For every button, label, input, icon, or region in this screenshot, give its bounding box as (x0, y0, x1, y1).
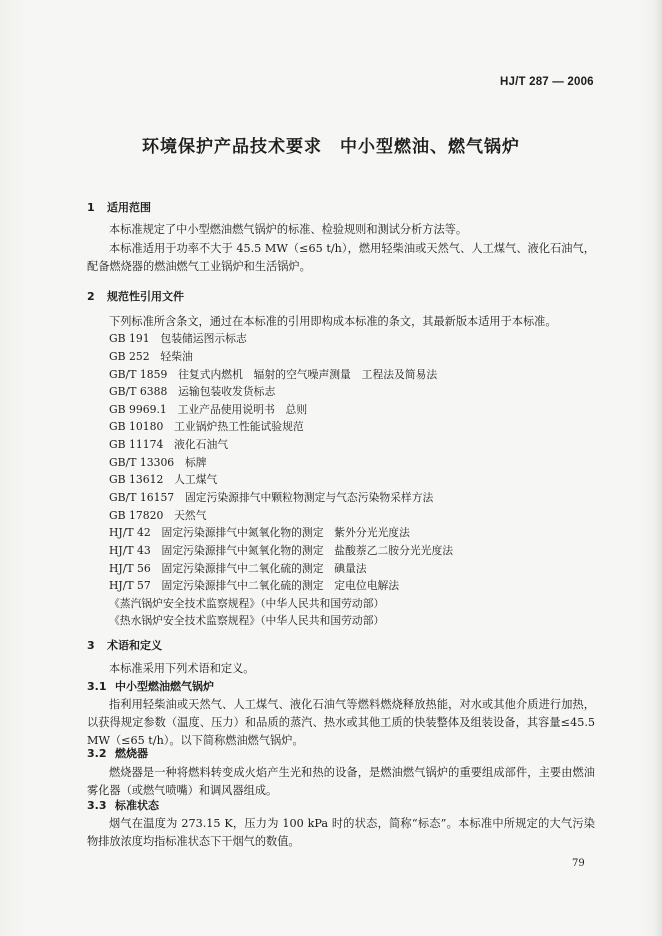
reference-item: 《蒸汽锅炉安全技术监察规程》（中华人民共和国劳动部） (109, 597, 385, 610)
reference-item: HJ/T 42 固定污染源排气中氮氧化物的测定 紫外分光光度法 (109, 526, 410, 539)
reference-item: HJ/T 56 固定污染源排气中二氧化硫的测定 碘量法 (109, 562, 367, 575)
section-3-intro: 本标准采用下列术语和定义。 (109, 662, 255, 675)
term-3-3-text: 烟气在温度为 273.15 K，压力为 100 kPa 时的状态，简称“标态”。本标准中所规定的大气污染物排放浓度均指标准状态下干烟气的数值。 (87, 817, 595, 848)
page-edge-shadow (654, 0, 662, 936)
reference-item: GB 252 轻柴油 (109, 350, 193, 363)
term-number: 3.3 (87, 799, 107, 812)
section-title: 适用范围 (107, 201, 151, 214)
reference-item: GB 9969.1 工业产品使用说明书 总则 (109, 403, 308, 416)
reference-item: GB 17820 天然气 (109, 509, 207, 522)
section-number: 3 (87, 639, 95, 652)
reference-item: GB/T 16157 固定污染源排气中颗粒物测定与气态污染物采样方法 (109, 491, 434, 504)
reference-item: 《热水锅炉安全技术监察规程》（中华人民共和国劳动部） (109, 614, 385, 627)
term-3-1-heading (87, 678, 214, 694)
reference-item: GB/T 6388 运输包装收发货标志 (109, 385, 276, 398)
reference-item: GB 13612 人工煤气 (109, 473, 218, 486)
reference-item: GB 11174 液化石油气 (109, 438, 229, 451)
reference-item: HJ/T 57 固定污染源排气中二氧化硫的测定 定电位电解法 (109, 579, 400, 592)
document-title: 环境保护产品技术要求 中小型燃油、燃气锅炉 (142, 137, 520, 157)
section-1-heading (87, 199, 151, 215)
section-title: 术语和定义 (107, 639, 162, 652)
term-3-2-heading (87, 745, 148, 761)
term-3-2-text: 燃烧器是一种将燃料转变成火焰产生光和热的设备，是燃油燃气锅炉的重要组成部件，主要由燃油雾化器（或燃气喷嘴）和调风器组成。 (87, 766, 595, 797)
term-title: 燃烧器 (115, 747, 148, 760)
reference-item: HJ/T 43 固定污染源排气中氮氧化物的测定 盐酸萘乙二胺分光光度法 (109, 544, 454, 557)
section-2-heading (87, 288, 184, 304)
section-number: 1 (87, 201, 95, 214)
term-title: 中小型燃油燃气锅炉 (115, 680, 214, 693)
term-3-3-heading (87, 797, 159, 813)
section-1-line: 本标准规定了中小型燃油燃气锅炉的标准、检验规则和测试分析方法等。 (109, 223, 468, 236)
term-title: 标准状态 (115, 799, 159, 812)
term-number: 3.1 (87, 680, 107, 693)
reference-item: GB 191 包装储运图示标志 (109, 332, 247, 345)
section-2-intro: 下列标准所含条文，通过在本标准的引用即构成本标准的条文，其最新版本适用于本标准。 (109, 315, 557, 328)
standard-number: HJ/T 287 — 2006 (500, 76, 594, 88)
section-title: 规范性引用文件 (107, 290, 184, 303)
section-number: 2 (87, 290, 95, 303)
term-number: 3.2 (87, 747, 107, 760)
reference-item: GB/T 1859 往复式内燃机 辐射的空气噪声测量 工程法及简易法 (109, 368, 438, 381)
page-number: 79 (572, 858, 585, 869)
section-1-paragraph: 本标准适用于功率不大于 45.5 MW（≤65 t/h），燃用轻柴油或天然气、人工煤气、液化石油气，配备燃烧器的燃油燃气工业锅炉和生活锅炉。 (87, 242, 595, 273)
reference-item: GB/T 13306 标牌 (109, 456, 207, 469)
term-3-1-text: 指利用轻柴油或天然气、人工煤气、液化石油气等燃料燃烧释放热能，对水或其他介质进行加热，以获得规定参数（温度、压力）和品质的蒸汽、热水或其他工质的快装整体及组装设备，其容量≤45.5 MW（≤65 t/h）。以下简称燃油燃气锅炉。 (87, 698, 595, 747)
reference-item: GB 10180 工业锅炉热工性能试验规范 (109, 420, 304, 433)
section-3-heading (87, 637, 162, 653)
